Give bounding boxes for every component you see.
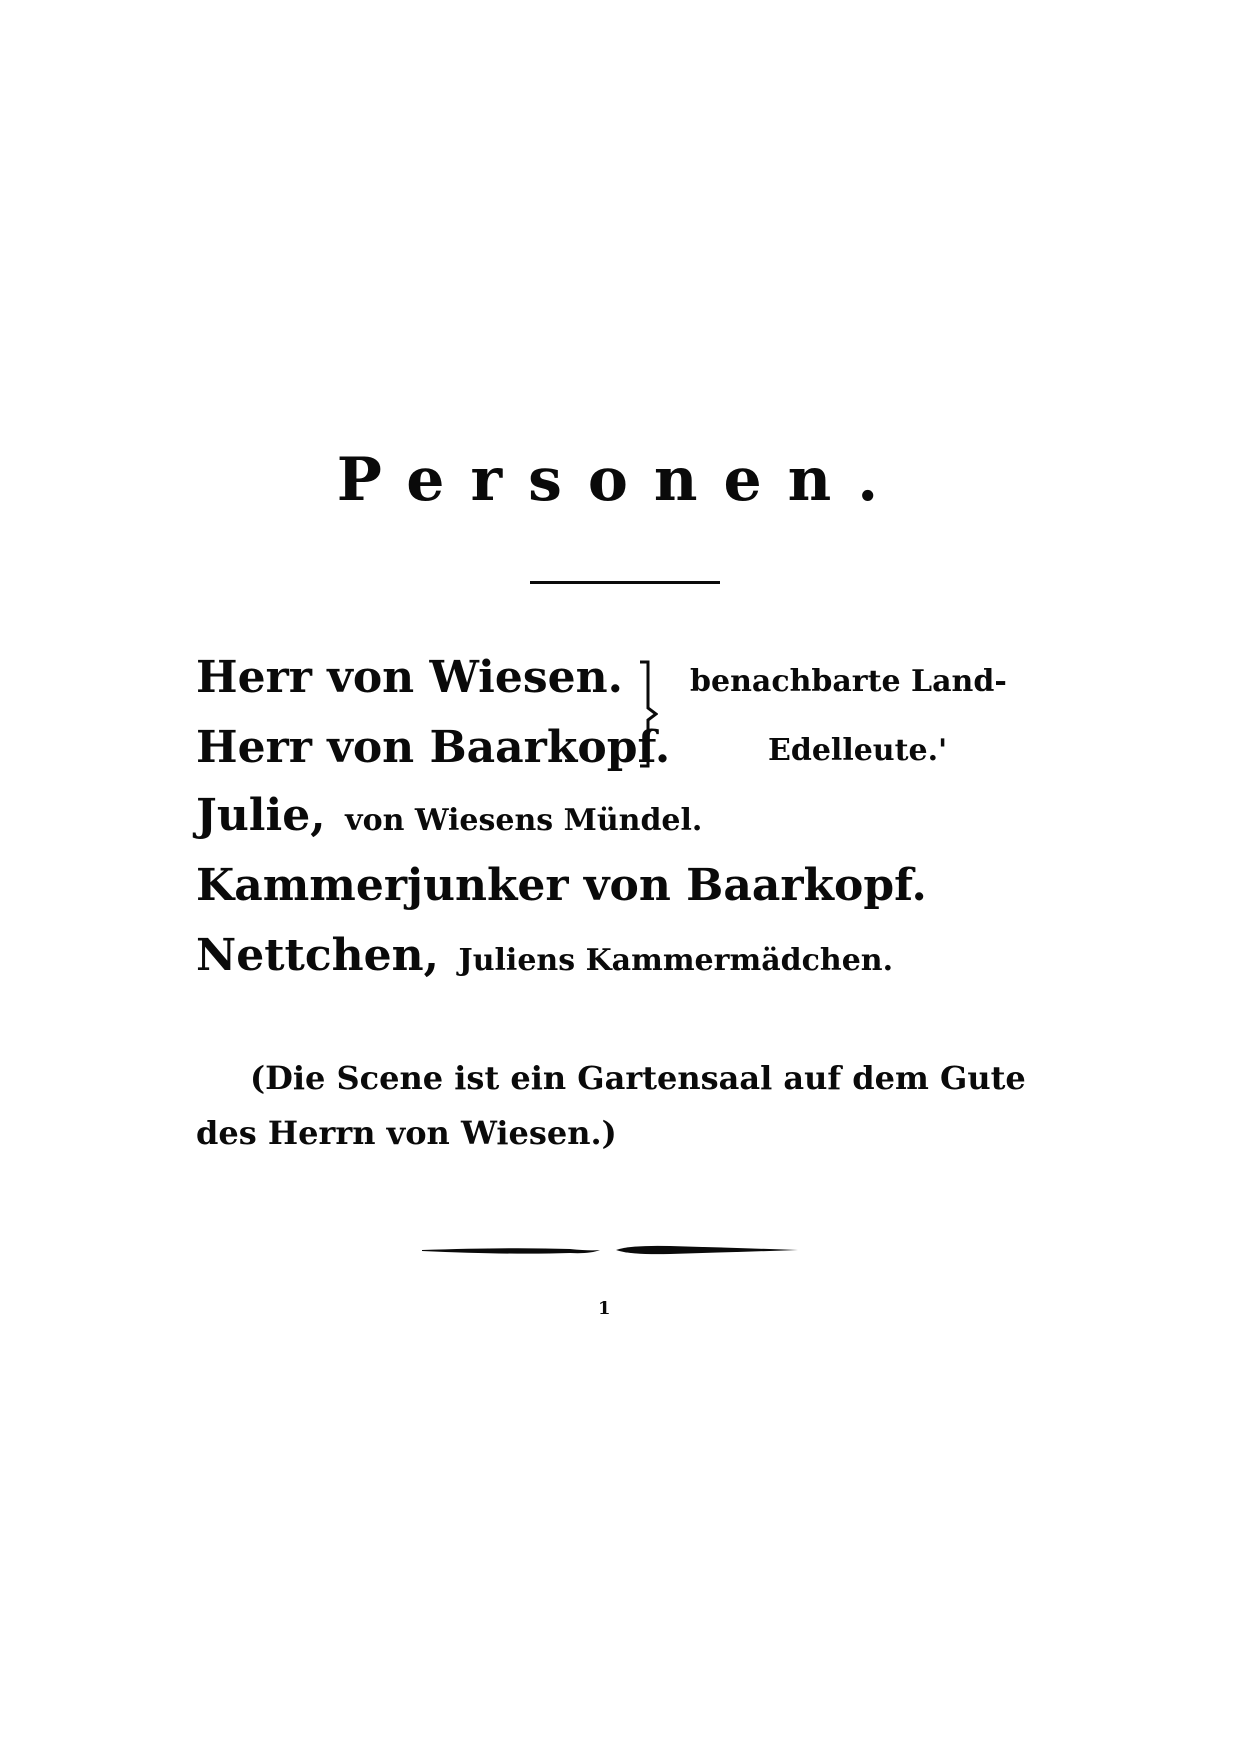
scene-note-line1: (Die Scene ist ein Gartensaal auf dem Gute [250, 1059, 1026, 1097]
cast-desc-julie: von Wiesens Mündel. [345, 803, 703, 838]
cast-name-nettchen: Nettchen, [196, 930, 439, 981]
cast-name-julie: Julie, [196, 790, 326, 841]
ornament-rule [420, 1238, 800, 1262]
cast-entry-kammerjunker: Kammerjunker von Baarkopf. [196, 860, 927, 911]
cast-entry-herr-von-wiesen: Herr von Wiesen. [196, 652, 623, 703]
bracket-note-line2: Edelleute.' [768, 733, 948, 768]
cast-entry-herr-von-baarkopf: Herr von Baarkopf. [196, 722, 671, 773]
cast-desc-nettchen: Juliens Kammermädchen. [458, 943, 894, 978]
page-number: 1 [598, 1298, 611, 1319]
grouping-bracket [638, 660, 658, 768]
title-rule [530, 581, 720, 584]
scene-note-line2: des Herrn von Wiesen.) [196, 1114, 617, 1152]
cast-entry-nettchen [196, 926, 893, 995]
bracket-note-line1: benachbarte Land- [690, 664, 1007, 699]
page-title: Personen. [336, 445, 905, 515]
cast-entry-julie [196, 786, 702, 855]
